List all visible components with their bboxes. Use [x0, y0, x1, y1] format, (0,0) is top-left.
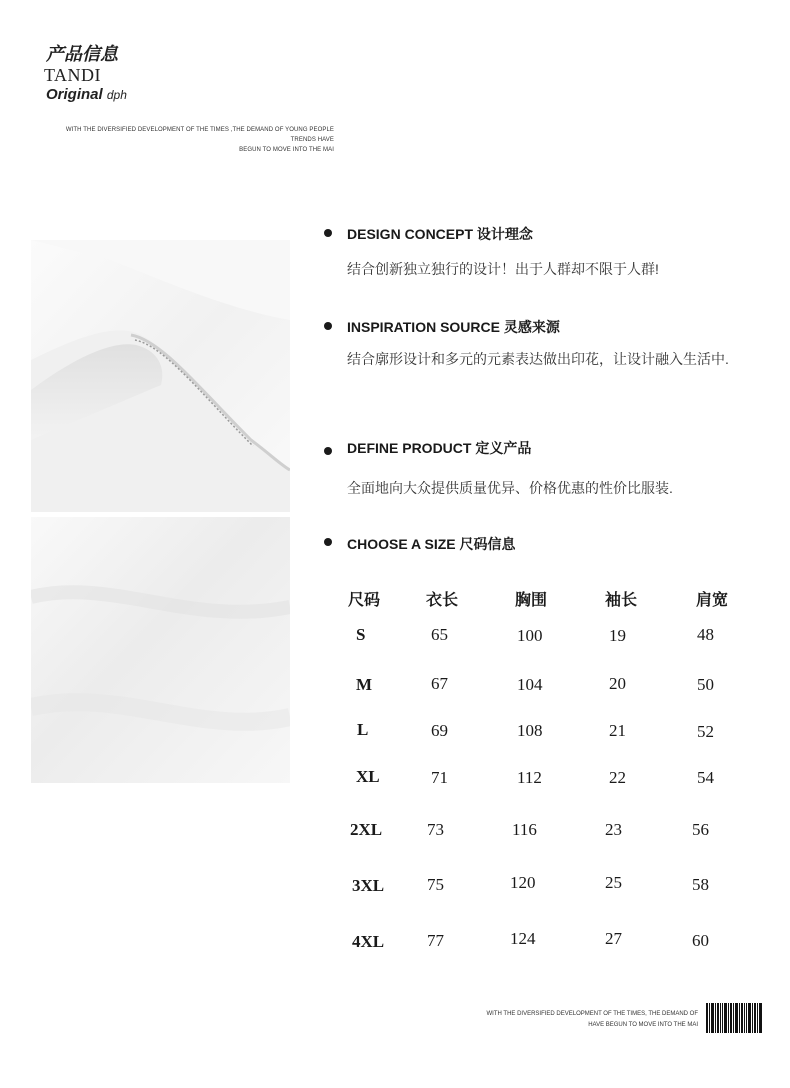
fabric-photo-texture — [31, 517, 290, 783]
table-header-chest: 胸围 — [515, 592, 548, 609]
table-cell: 75 — [427, 875, 444, 894]
table-cell: 104 — [517, 675, 543, 694]
table-cell: 48 — [697, 625, 714, 644]
tagline-line-1: WITH THE DIVERSIFIED DEVELOPMENT OF THE TIMES ,THE DEMAND OF YOUNG PEOPLE TRENDS HAVE — [65, 127, 334, 143]
section-desc: 全面地向大众提供质量优异、价格优惠的性价比服装. — [347, 480, 673, 496]
original-text: Original — [46, 86, 103, 103]
table-cell-size: L — [357, 720, 369, 739]
table-cell: 23 — [605, 820, 622, 839]
table-cell-size: S — [356, 625, 366, 644]
table-cell: 69 — [431, 721, 448, 740]
table-cell: 100 — [517, 626, 543, 645]
table-cell: 124 — [510, 929, 536, 948]
table-cell: 120 — [510, 873, 536, 892]
table-cell: 56 — [692, 820, 709, 839]
footer-line-1: WITH THE DIVERSIFIED DEVELOPMENT OF THE TIMES, THE DEMAND OF — [486, 1011, 698, 1017]
fabric-photo-collar — [31, 240, 290, 512]
brand-name: TANDI — [44, 65, 102, 85]
table-cell: 73 — [427, 820, 444, 839]
section-heading: DEFINE PRODUCT 定义产品 — [347, 440, 532, 456]
table-cell-size: 4XL — [352, 932, 385, 951]
table-header-sleeve: 袖长 — [605, 592, 638, 609]
bullet-icon — [324, 322, 332, 330]
table-cell: 108 — [517, 721, 543, 740]
page-title: 产品信息 — [46, 44, 118, 64]
bullet-icon — [324, 538, 332, 546]
table-cell: 71 — [431, 768, 448, 787]
table-cell: 77 — [427, 931, 444, 950]
table-cell: 60 — [692, 931, 709, 950]
table-cell: 21 — [609, 721, 626, 740]
footer-line-2: HAVE BEGUN TO MOVE INTO THE MAI — [588, 1022, 698, 1028]
table-cell-size: XL — [356, 767, 380, 786]
table-cell: 27 — [605, 929, 622, 948]
table-cell: 112 — [517, 768, 542, 787]
tagline — [44, 125, 334, 155]
table-cell: 65 — [431, 625, 448, 644]
table-cell: 54 — [697, 768, 714, 787]
section-heading: CHOOSE A SIZE 尺码信息 — [347, 536, 516, 552]
bullet-icon — [324, 229, 332, 237]
original-suffix: dph — [106, 88, 127, 102]
table-cell-size: 2XL — [350, 820, 383, 839]
barcode-icon — [706, 1003, 762, 1033]
tagline-line-2: BEGUN TO MOVE INTO THE MAI — [239, 147, 334, 153]
table-cell: 19 — [609, 626, 626, 645]
table-header-size: 尺码 — [348, 592, 381, 609]
section-desc: 结合廓形设计和多元的元素表达做出印花，让设计融入生活中. — [347, 351, 729, 367]
bullet-icon — [324, 447, 332, 455]
table-cell-size: 3XL — [352, 876, 385, 895]
table-cell: 67 — [431, 674, 448, 693]
table-cell: 20 — [609, 674, 626, 693]
footer-text — [480, 1009, 698, 1031]
table-cell-size: M — [356, 675, 373, 694]
table-cell: 25 — [605, 873, 622, 892]
table-header-length: 衣长 — [426, 592, 459, 609]
table-cell: 116 — [512, 820, 537, 839]
brand-tagline — [46, 86, 127, 103]
section-heading: DESIGN CONCEPT 设计理念 — [347, 226, 533, 242]
table-header-shoulder: 肩宽 — [696, 592, 729, 609]
section-desc: 结合创新独立独行的设计！出于人群却不限于人群! — [347, 261, 659, 277]
table-cell: 58 — [692, 875, 709, 894]
table-cell: 22 — [609, 768, 626, 787]
section-heading: INSPIRATION SOURCE 灵感来源 — [347, 319, 560, 335]
table-cell: 50 — [697, 675, 714, 694]
table-cell: 52 — [697, 722, 714, 741]
